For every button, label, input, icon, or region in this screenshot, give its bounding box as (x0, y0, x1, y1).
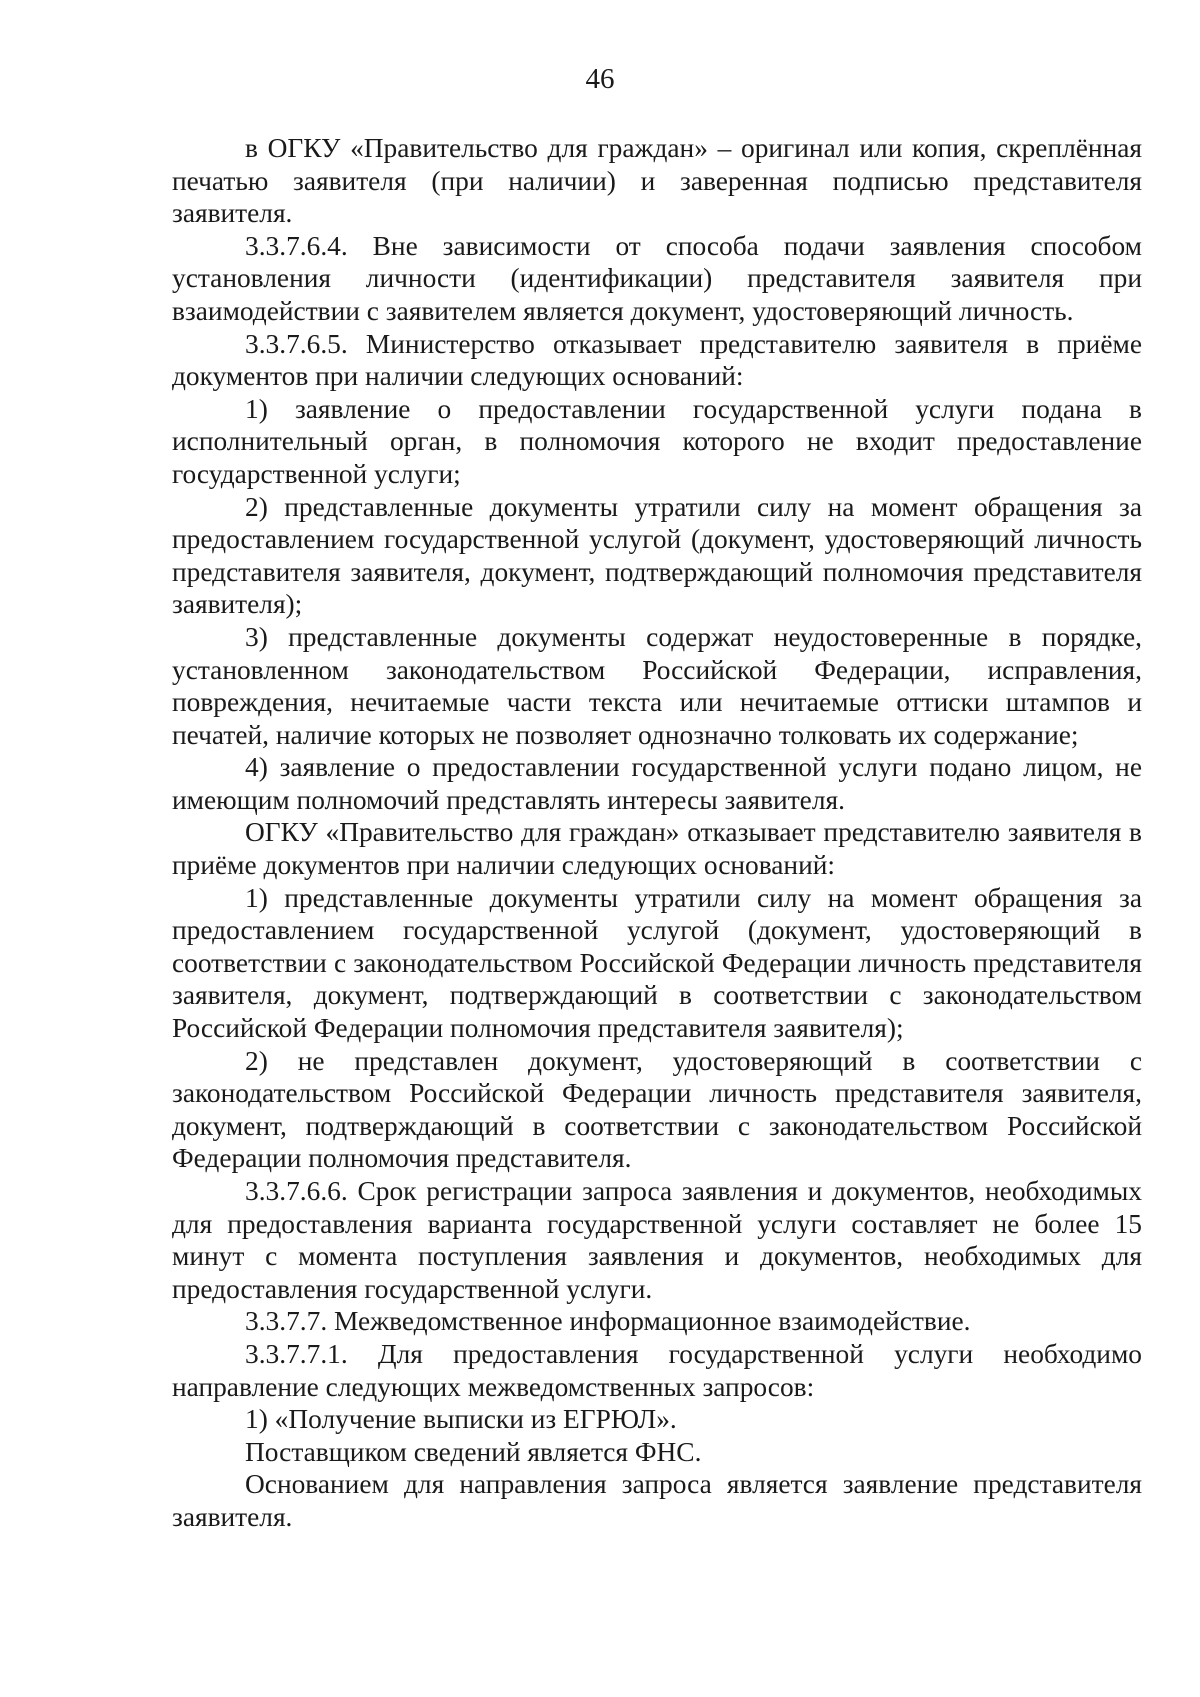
paragraph: 3.3.7.6.6. Срок регистрации запроса заявления и документов, необходимых для предоставления варианта государственной услуги составляет не более 15 минут с момента поступления заявления и документов, необходимых для предоставления государственной услуги. (172, 1176, 1142, 1304)
paragraph: 3.3.7.7.1. Для предоставления государственной услуги необходимо направление следующих межведомственных запросов: (172, 1338, 1142, 1402)
paragraph: 3.3.7.6.4. Вне зависимости от способа подачи заявления способом установления личности (идентификации) представителя заявителя при взаимодействии с заявителем является документ, удостоверяющий личность. (172, 230, 1142, 326)
paragraph: Поставщиком сведений является ФНС. (245, 1436, 702, 1467)
section-heading: 3.3.7.7. Межведомственное информационное взаимодействие. (245, 1306, 971, 1337)
list-item: 3) представленные документы содержат неудостоверенные в порядке, установленном законодательством Российской Федерации, исправления, повреждения, нечитаемые части текста или нечитаемые оттиски штампов и печатей, наличие которых не позволяет однозначно толковать их содержание; (172, 621, 1142, 750)
paragraph: Основанием для направления запроса является заявление представителя заявителя. (172, 1469, 1142, 1532)
paragraph: ОГКУ «Правительство для граждан» отказывает представителю заявителя в приёме документов при наличии следующих оснований: (172, 817, 1142, 881)
list-item: 1) «Получение выписки из ЕГРЮЛ». (245, 1404, 677, 1435)
list-item: 1) представленные документы утратили силу на момент обращения за предоставлением государственной услугой (документ, удостоверяющий в соответствии с законодательством Российской Федерации личность представителя заявителя, документ, подтверждающий в соответствии с законодательством Российской Федерации полномочия представителя заявителя); (172, 882, 1142, 1044)
list-item: 2) представленные документы утратили силу на момент обращения за предоставлением государственной услугой (документ, удостоверяющий личность представителя заявителя, документ, подтверждающий полномочия представителя заявителя); (172, 491, 1142, 620)
list-item: 1) заявление о предоставлении государственной услуги подана в исполнительный орган, в полномочия которого не входит предоставление государственной услуги; (172, 393, 1142, 489)
paragraph: 3.3.7.6.5. Министерство отказывает представителю заявителя в приёме документов при наличии следующих оснований: (172, 328, 1142, 392)
paragraph: в ОГКУ «Правительство для граждан» – оригинал или копия, скреплённая печатью заявителя (при наличии) и заверенная подписью представителя заявителя. (172, 133, 1142, 229)
page-number: 46 (585, 63, 615, 95)
document-body (172, 132, 1142, 1534)
list-item: 2) не представлен документ, удостоверяющий в соответствии с законодательством Российской Федерации личность представителя заявителя, документ, подтверждающий в соответствии с законодательством Российской Федерации полномочия представителя. (172, 1045, 1142, 1174)
list-item: 4) заявление о предоставлении государственной услуги подано лицом, не имеющим полномочий представлять интересы заявителя. (172, 752, 1142, 815)
